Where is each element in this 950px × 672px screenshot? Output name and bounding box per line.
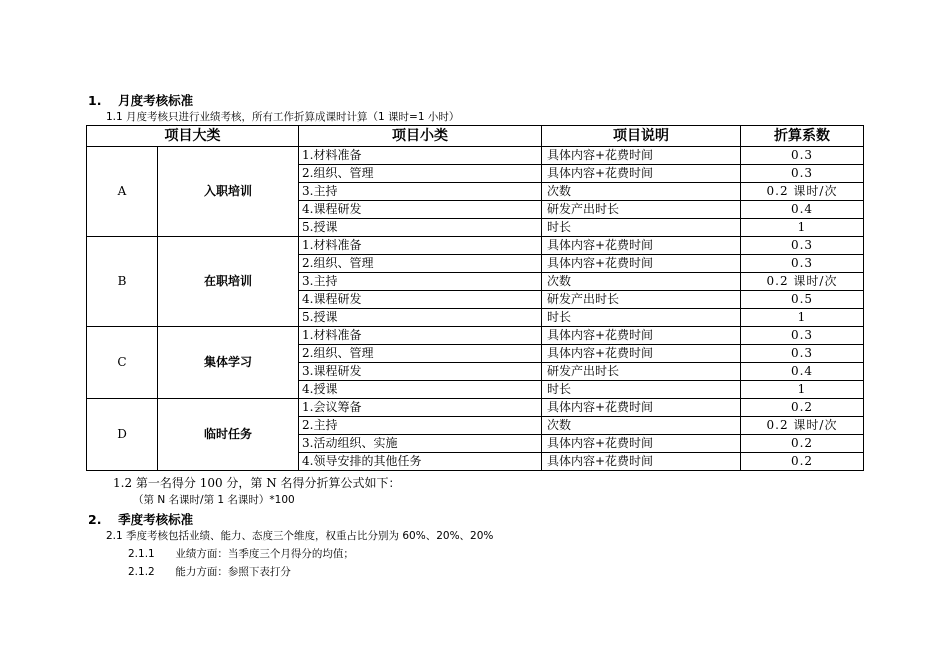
section-2-number: 2. <box>88 512 102 527</box>
subcategory-cell: 3.课程研发 <box>299 363 542 381</box>
description-cell: 时长 <box>542 219 741 237</box>
coefficient-cell: 1 <box>741 309 864 327</box>
description-cell: 具体内容+花费时间 <box>542 237 741 255</box>
table-body <box>87 147 864 471</box>
description-cell: 具体内容+花费时间 <box>542 255 741 273</box>
category-name: 临时任务 <box>158 399 299 471</box>
table-row <box>87 237 864 255</box>
coefficient-cell: 0.3 <box>741 237 864 255</box>
ranking-note: 1.2 第一名得分 100 分，第 N 名得分折算公式如下： <box>113 476 401 490</box>
subcategory-cell: 5.授课 <box>299 219 542 237</box>
coefficient-cell: 0.2 <box>741 453 864 471</box>
subcategory-cell: 3.主持 <box>299 273 542 291</box>
coefficient-cell: 0.2 <box>741 399 864 417</box>
coefficient-cell: 0.3 <box>741 147 864 165</box>
item-number: 2.1.1 <box>128 548 155 560</box>
header-category: 项目大类 <box>87 126 299 147</box>
coefficient-cell: 0.4 <box>741 363 864 381</box>
description-cell: 具体内容+花费时间 <box>542 399 741 417</box>
list-item <box>128 564 291 579</box>
table-header-row <box>87 126 864 147</box>
section-2-heading <box>88 510 193 528</box>
description-cell: 具体内容+花费时间 <box>542 327 741 345</box>
section-2-intro: 2.1 季度考核包括业绩、能力、态度三个维度，权重占比分别为 60%、20%、20% <box>106 530 494 542</box>
subcategory-cell: 2.组织、管理 <box>299 255 542 273</box>
item-text: 业绩方面：当季度三个月得分的均值； <box>175 548 354 560</box>
table-row <box>87 327 864 345</box>
coefficient-cell: 0.2 课时/次 <box>741 273 864 291</box>
assessment-table <box>86 125 864 471</box>
section-2-title: 季度考核标准 <box>118 512 194 527</box>
subcategory-cell: 4.课程研发 <box>299 201 542 219</box>
item-text: 能力方面：参照下表打分 <box>175 566 291 578</box>
table-row <box>87 147 864 165</box>
subcategory-cell: 2.组织、管理 <box>299 165 542 183</box>
description-cell: 时长 <box>542 309 741 327</box>
header-description: 项目说明 <box>542 126 741 147</box>
coefficient-cell: 1 <box>741 381 864 399</box>
coefficient-cell: 0.4 <box>741 201 864 219</box>
description-cell: 具体内容+花费时间 <box>542 165 741 183</box>
coefficient-cell: 0.3 <box>741 345 864 363</box>
subcategory-cell: 4.授课 <box>299 381 542 399</box>
category-name: 集体学习 <box>158 327 299 399</box>
subcategory-cell: 2.主持 <box>299 417 542 435</box>
subcategory-cell: 1.材料准备 <box>299 327 542 345</box>
subcategory-cell: 2.组织、管理 <box>299 345 542 363</box>
coefficient-cell: 0.2 <box>741 435 864 453</box>
subcategory-cell: 1.材料准备 <box>299 147 542 165</box>
coefficient-cell: 0.2 课时/次 <box>741 417 864 435</box>
description-cell: 时长 <box>542 381 741 399</box>
coefficient-cell: 1 <box>741 219 864 237</box>
category-code: B <box>87 237 158 327</box>
description-cell: 次数 <box>542 183 741 201</box>
section-1-title: 月度考核标准 <box>118 93 194 108</box>
subcategory-cell: 3.活动组织、实施 <box>299 435 542 453</box>
description-cell: 研发产出时长 <box>542 201 741 219</box>
subcategory-cell: 1.材料准备 <box>299 237 542 255</box>
subcategory-cell: 4.领导安排的其他任务 <box>299 453 542 471</box>
description-cell: 具体内容+花费时间 <box>542 453 741 471</box>
subcategory-cell: 4.课程研发 <box>299 291 542 309</box>
subcategory-cell: 5.授课 <box>299 309 542 327</box>
category-code: D <box>87 399 158 471</box>
description-cell: 具体内容+花费时间 <box>542 147 741 165</box>
description-cell: 具体内容+花费时间 <box>542 435 741 453</box>
ranking-formula: （第 N 名课时/第 1 名课时）*100 <box>133 494 295 506</box>
section-1-heading <box>88 91 193 109</box>
description-cell: 次数 <box>542 273 741 291</box>
category-name: 在职培训 <box>158 237 299 327</box>
subcategory-cell: 3.主持 <box>299 183 542 201</box>
description-cell: 研发产出时长 <box>542 363 741 381</box>
category-code: A <box>87 147 158 237</box>
description-cell: 次数 <box>542 417 741 435</box>
description-cell: 具体内容+花费时间 <box>542 345 741 363</box>
list-item <box>128 546 354 561</box>
coefficient-cell: 0.3 <box>741 327 864 345</box>
section-1-intro: 1.1 月度考核只进行业绩考核，所有工作折算成课时计算（1 课时=1 小时） <box>106 111 460 123</box>
coefficient-cell: 0.3 <box>741 165 864 183</box>
table-row <box>87 399 864 417</box>
coefficient-cell: 0.5 <box>741 291 864 309</box>
item-number: 2.1.2 <box>128 566 155 578</box>
coefficient-cell: 0.2 课时/次 <box>741 183 864 201</box>
description-cell: 研发产出时长 <box>542 291 741 309</box>
section-1-number: 1. <box>88 93 102 108</box>
subcategory-cell: 1.会议筹备 <box>299 399 542 417</box>
header-subcategory: 项目小类 <box>299 126 542 147</box>
coefficient-cell: 0.3 <box>741 255 864 273</box>
header-coefficient: 折算系数 <box>741 126 864 147</box>
category-name: 入职培训 <box>158 147 299 237</box>
category-code: C <box>87 327 158 399</box>
